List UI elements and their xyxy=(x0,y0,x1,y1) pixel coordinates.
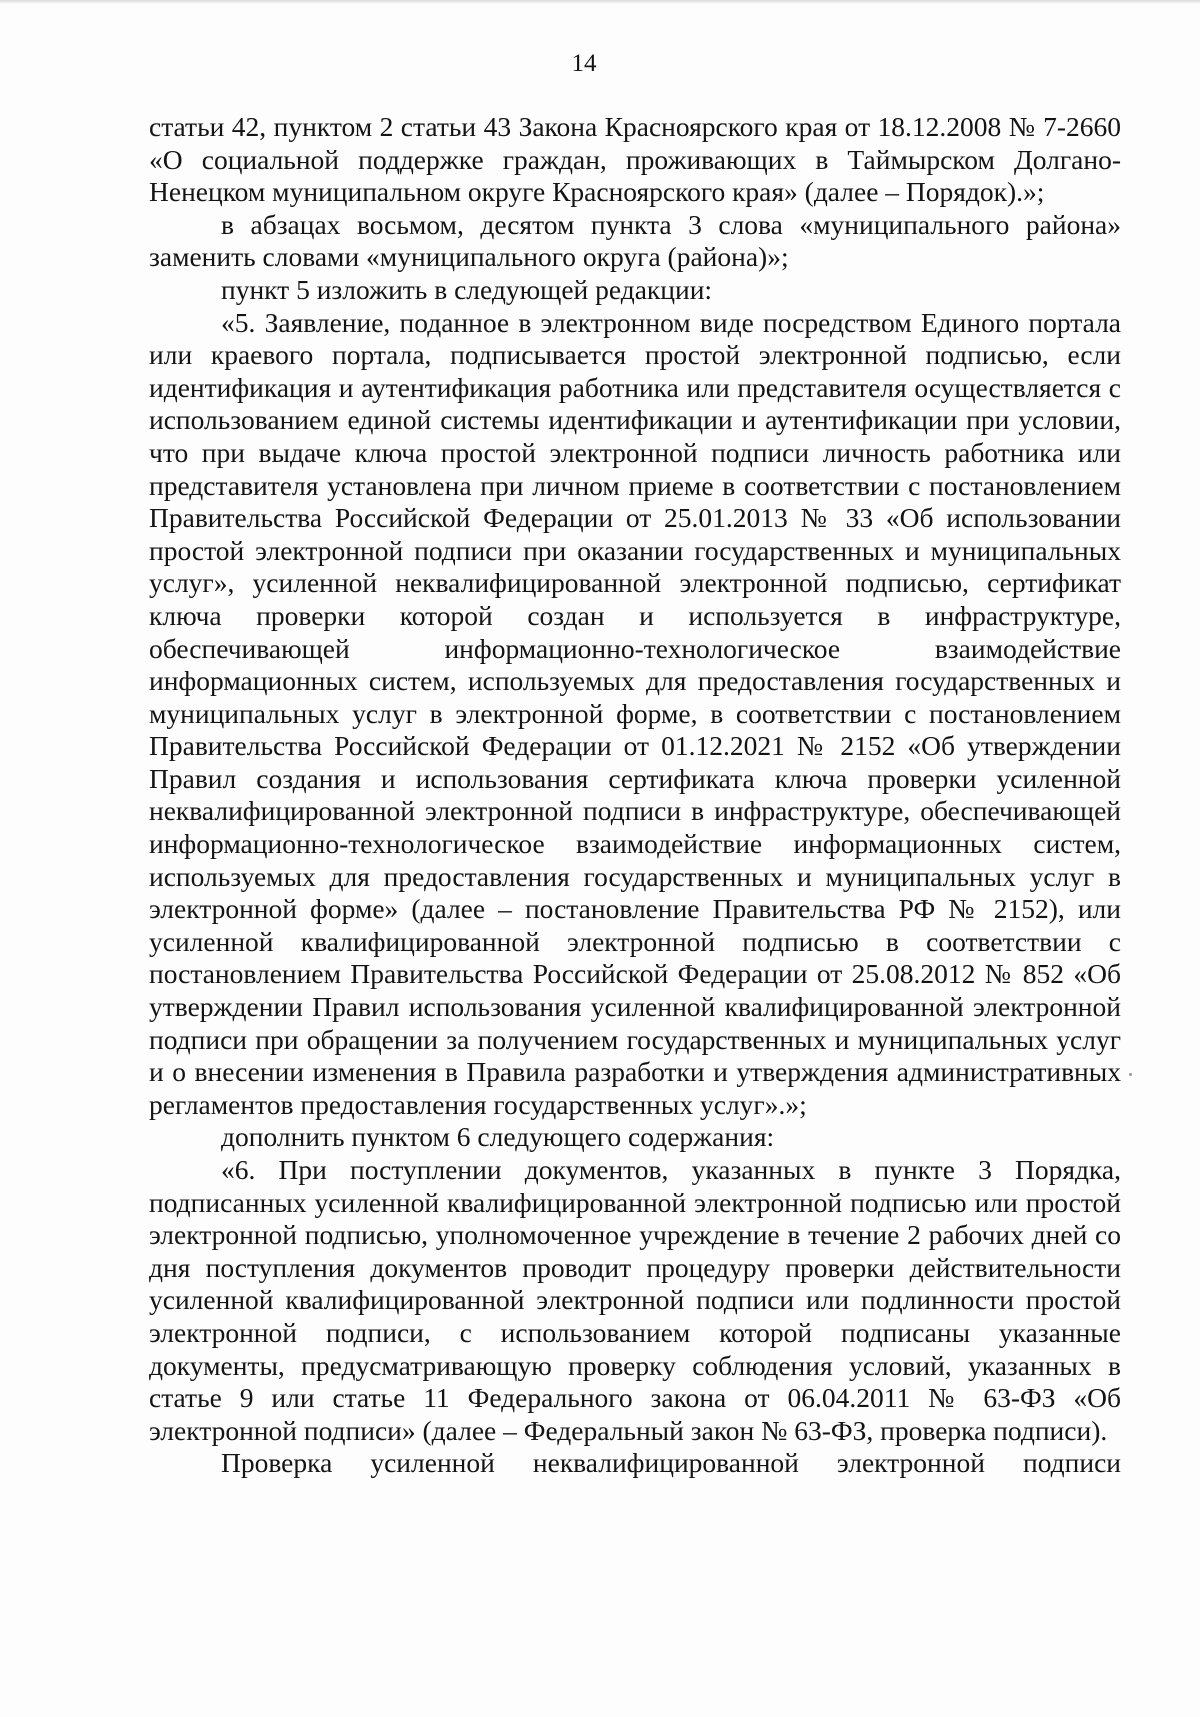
paragraph-point-6-intro: дополнить пунктом 6 следующего содержания: xyxy=(221,1121,775,1153)
paragraph-amendment-point-3: в абзацах восьмом, десятом пункта 3 слова «муниципального района» заменить словами «муниципального округа (района)»; xyxy=(149,208,1121,273)
paragraph-point-6-text: «6. При поступлении документов, указанных в пункте 3 Порядка, подписанных усиленной квалифицированной электронной подписью или простой электронной подписью, уполномоченное учреждение в течение 2 рабочих дней со дня поступления документов проводит процедуру проверки действительности усиленной квалифицированной электронной подписи или подлинности простой электронной подписи, с использованием которой подписаны указанные документы, предусматривающую проверку соблюдения условий, указанных в статье 9 или статье 11 Федерального закона от 06.04.2011 № 63-ФЗ «Об электронной подписи» (далее – Федеральный закон № 63-ФЗ, проверка подписи). xyxy=(149,1154,1121,1446)
scan-edge xyxy=(0,0,1200,4)
paragraph-point-5-intro: пункт 5 изложить в следующей редакции: xyxy=(221,273,713,305)
paragraph-continuation: статьи 42, пунктом 2 статьи 43 Закона Красноярского края от 18.12.2008 № 7-2660 «О социальной поддержке граждан, проживающих в Таймырском Долгано-Ненецком муниципальном округе Красноярского края» (далее – Порядок).»; xyxy=(149,111,1121,208)
document-body xyxy=(149,111,1121,1480)
scan-speck xyxy=(1129,1073,1132,1076)
paragraph-verification: Проверка усиленной неквалифицированной электронной подписи xyxy=(221,1447,1121,1479)
paragraph-point-5-text: «5. Заявление, поданное в электронном виде посредством Единого портала или краевого портала, подписывается простой электронной подписью, если идентификация и аутентификация работника или представителя осуществляется с использованием единой системы идентификации и аутентификации при условии, что при выдаче ключа простой электронной подписи личность работника или представителя установлена при личном приеме в соответствии с постановлением Правительства Российской Федерации от 25.01.2013 № 33 «Об использовании простой электронной подписи при оказании государственных и муниципальных услуг», усиленной неквалифицированной электронной подписью, сертификат ключа проверки которой создан и используется в инфраструктуре, обеспечивающей информационно-технологическое взаимодействие информационных систем, используемых для предоставления государственных и муниципальных услуг в электронной форме, в соответствии с постановлением Правительства Российской Федерации от 01.12.2021 № 2152 «Об утверждении Правил создания и использования сертификата ключа проверки усиленной неквалифицированной электронной подписи в инфраструктуре, обеспечивающей информационно-технологическое взаимодействие информационных систем, используемых для предоставления государственных и муниципальных услуг в электронной форме» (далее – постановление Правительства РФ № 2152), или усиленной квалифицированной электронной подписью в соответствии с постановлением Правительства Российской Федерации от 25.08.2012 № 852 «Об утверждении Правил использования усиленной квалифицированной электронной подписи при обращении за получением государственных и муниципальных услуг и о внесении изменения в Правила разработки и утверждения административных регламентов предоставления государственных услуг».»; xyxy=(149,306,1121,1120)
page-number: 14 xyxy=(571,50,597,77)
